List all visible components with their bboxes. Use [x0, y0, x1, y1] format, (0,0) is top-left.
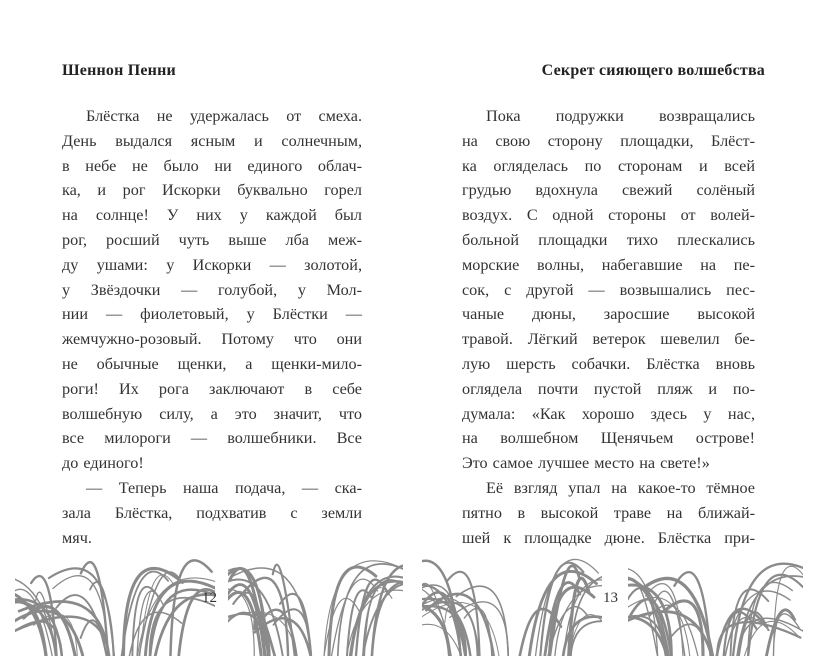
- text-line: травой. Лёгкий ветерок шевелил бе-: [462, 330, 755, 349]
- grass-illustration: [15, 540, 215, 656]
- text-line: — Теперь наша подача, — ска-: [86, 478, 362, 497]
- grass-blade: [571, 621, 602, 656]
- text-line: лую шерсть собачки. Блёстка вновь: [462, 354, 755, 373]
- text-line: роги! Их рога заключают в себе: [62, 379, 362, 398]
- text-line: воздух. С одной стороны от волей-: [462, 206, 755, 225]
- text-line: оглядела почти пустой пляж и по-: [462, 379, 755, 398]
- page-number: 12: [202, 590, 217, 606]
- text-line: думала: «Как хорошо здесь у нас,: [462, 404, 755, 423]
- text-line: Блёстка не удержалась от смеха.: [86, 107, 362, 125]
- text-line: пятно в высокой траве на ближай-: [462, 503, 755, 522]
- running-head-author: Шеннон Пенни: [62, 62, 176, 79]
- text-line: грудью вдохнула свежий солёный: [462, 181, 755, 200]
- grass-illustration: [228, 540, 403, 656]
- text-line: День выдался ясным и солнечным,: [62, 131, 362, 150]
- grass-blade: [422, 624, 461, 656]
- right-page: [410, 0, 820, 656]
- text-line: ка огляделась по сторонам и всей: [462, 156, 755, 175]
- text-line: морские волны, набегавшие на пе-: [462, 255, 755, 274]
- running-head-title: Секрет сияющего волшебства: [541, 62, 765, 79]
- text-line: мяч.: [62, 528, 92, 547]
- text-line: Это самое лучшее место на свете!»: [462, 454, 710, 473]
- text-line: чаные дюны, заросшие высокой: [462, 305, 755, 324]
- text-line: зала Блёстка, подхватив с земли: [62, 503, 362, 522]
- text-line: сок, с другой — возвышались пес-: [462, 280, 755, 299]
- text-line: у Звёздочки — голубой, у Мол-: [62, 280, 362, 299]
- text-line: шей к площадке дюне. Блёстка при-: [462, 528, 755, 547]
- text-line: на волшебном Щенячьем острове!: [462, 429, 755, 448]
- text-line: Её взгляд упал на какое-то тёмное: [486, 478, 755, 497]
- text-line: на солнце! У них у каждой был: [62, 206, 362, 225]
- grass-blade: [228, 589, 254, 656]
- text-line: ду ушами: у Искорки — золотой,: [62, 255, 362, 274]
- text-line: в небе не было ни единого облач-: [62, 156, 362, 175]
- text-line: все милороги — волшебники. Все: [62, 429, 362, 448]
- body-text: [462, 104, 755, 550]
- text-line: ка, и рог Искорки буквально горел: [62, 181, 362, 200]
- text-line: жемчужно-розовый. Потому что они: [62, 330, 362, 349]
- page-number: 13: [603, 590, 618, 606]
- grass-illustration: [628, 540, 803, 656]
- text-line: не обычные щенки, а щенки-мило-: [62, 354, 362, 373]
- text-line: волшебную силу, а это значит, что: [62, 404, 362, 423]
- text-line: до единого!: [62, 454, 144, 473]
- text-line: рог, росший чуть выше лба меж-: [62, 230, 362, 249]
- text-line: Пока подружки возвращались: [486, 107, 755, 125]
- text-line: больной площадки тихо плескались: [462, 230, 755, 249]
- text-line: на свою сторону площадки, Блёст-: [462, 131, 755, 150]
- body-text: [62, 104, 362, 550]
- grass-illustration: [422, 540, 602, 656]
- text-line: нии — фиолетовый, у Блёстки —: [62, 305, 362, 324]
- grass-blade: [372, 582, 403, 656]
